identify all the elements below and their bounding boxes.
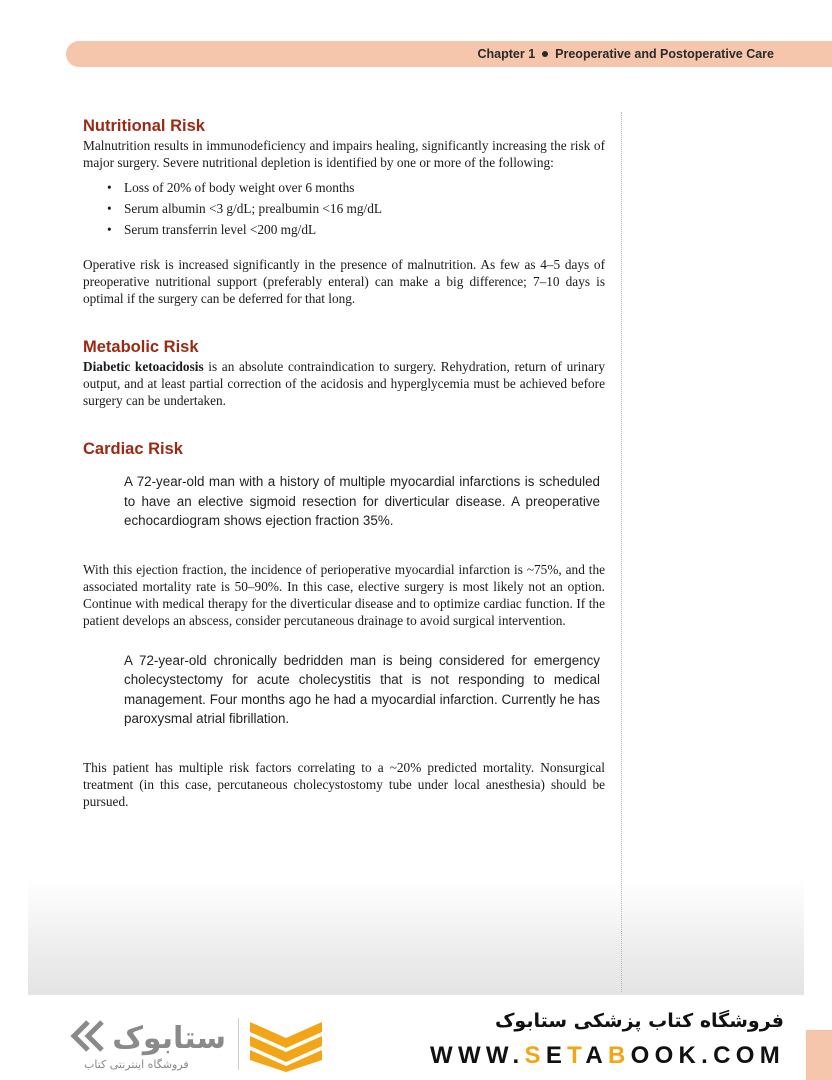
- url-letter-a: A: [585, 1042, 608, 1069]
- metabolic-risk-heading: Metabolic Risk: [83, 338, 199, 356]
- url-letter-t: T: [567, 1042, 586, 1069]
- metabolic-bold-term: Diabetic ketoacidosis: [83, 359, 204, 374]
- url-rest: OOK.COM: [630, 1042, 786, 1069]
- logo-divider: [238, 1018, 239, 1070]
- running-header: [66, 41, 832, 67]
- logo-subtitle: فروشگاه اینترنتی کتاب: [84, 1058, 189, 1071]
- corner-tab: [806, 1030, 832, 1080]
- list-item: • Serum albumin <3 g/dL; prealbumin <16 mg/dL: [107, 198, 605, 219]
- cardiac-paragraph-1: With this ejection fraction, the incidence of perioperative myocardial infarction is ~75%, and the associated mortality rate is 50–90%. In this case, elective surgery is most likely not an option. Continue with medical therapy for the diverticular disease and to optimize cardiac function. If the patient develops an abscess, consider percutaneous drainage to avoid surgical intervention.: [83, 561, 605, 628]
- running-header-text: [478, 47, 775, 61]
- metabolic-text: is an absolute contraindication to surgery. Rehydration, return of urinary output, and at least partial correction of the acidosis and hyperglycemia must be achieved before surgery can be undertaken.: [83, 359, 605, 408]
- url-letter-b: B: [607, 1042, 631, 1069]
- store-url[interactable]: [430, 1042, 785, 1070]
- header-bullet-icon: [542, 51, 548, 57]
- nutritional-risk-heading: Nutritional Risk: [83, 117, 205, 135]
- metabolic-paragraph: [83, 358, 605, 409]
- cardiac-risk-heading: Cardiac Risk: [83, 440, 183, 458]
- main-content: [83, 112, 605, 810]
- nutritional-criteria-list: [83, 177, 605, 240]
- setabook-logo: [66, 1016, 236, 1061]
- page-bottom-shadow: [28, 880, 804, 995]
- url-letter-e: E: [545, 1042, 568, 1069]
- chapter-title: Preoperative and Postoperative Care: [555, 47, 774, 61]
- case-vignette-1: A 72-year-old man with a history of multiple myocardial infarctions is scheduled to have an elective sigmoid resection for diverticular disease. A preoperative echocardiogram shows ejection fraction 35%.: [124, 474, 600, 528]
- nutritional-outro: Operative risk is increased significantly in the presence of malnutrition. As few as 4–5 days of preoperative nutritional support (preferably enteral) can make a big difference; 7–10 days is optimal if the surgery can be deferred for that long.: [83, 257, 605, 306]
- chapter-label: Chapter 1: [477, 47, 536, 61]
- logo-wordmark: ستابوک: [112, 1021, 226, 1056]
- chevron-down-icon: [248, 1020, 324, 1077]
- cardiac-paragraph-2: This patient has multiple risk factors correlating to a ~20% predicted mortality. Nonsurgical treatment (in this case, percutaneous cholecystostomy tube under local anesthesia) should be pursued.: [83, 759, 605, 809]
- list-item: • Loss of 20% of body weight over 6 months: [107, 177, 605, 198]
- store-title: فروشگاه کتاب پزشکی ستابوک: [494, 1010, 784, 1032]
- nutritional-intro: Malnutrition results in immunodeficiency and impairs healing, significantly increasing the risk of major surgery. Severe nutritional depletion is identified by one or more of the following:: [83, 138, 605, 170]
- column-divider: [621, 112, 622, 992]
- url-letter-s: S: [524, 1042, 546, 1069]
- url-prefix: WWW.: [430, 1042, 525, 1069]
- setabook-logo-icon: [66, 1016, 236, 1056]
- case-vignette-2: A 72-year-old chronically bedridden man is being considered for emergency cholecystectomy for acute cholecystitis that is not responding to medical management. Four months ago he had a myocardial infarction. Currently he has paroxysmal atrial fibrillation.: [124, 652, 600, 726]
- list-item: • Serum transferrin level <200 mg/dL: [107, 219, 605, 240]
